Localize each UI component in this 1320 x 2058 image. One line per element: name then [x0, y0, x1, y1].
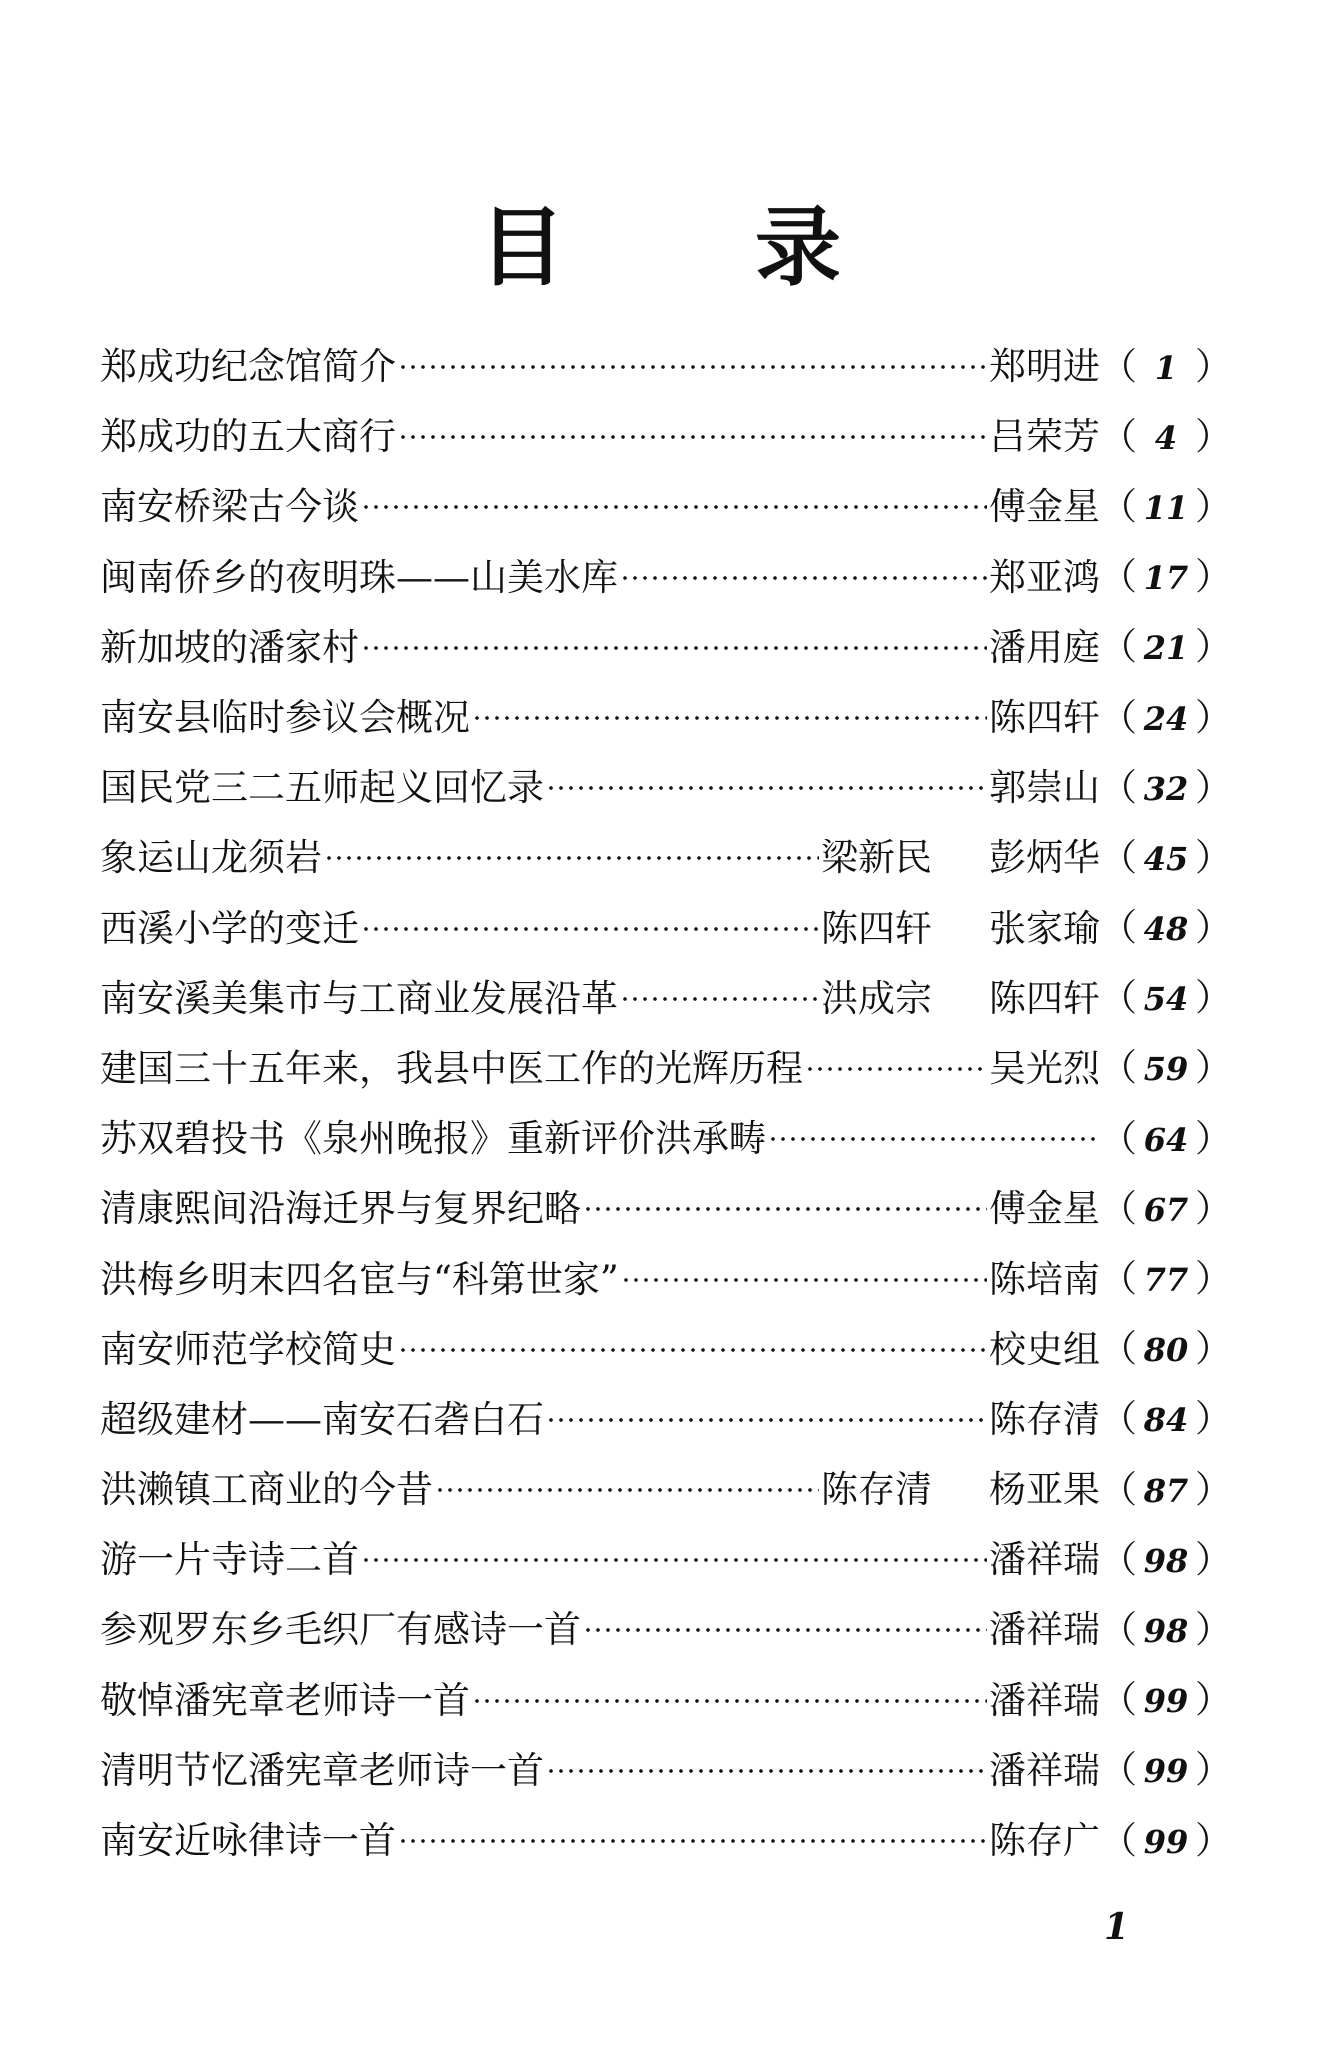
- paren-close: ）: [1195, 765, 1232, 809]
- entry-page-ref: [1100, 472, 1232, 543]
- entry-page-ref: [1100, 402, 1232, 473]
- entry-page-ref: [1100, 332, 1232, 403]
- toc-entry: [100, 1385, 1232, 1455]
- entry-author: 吴光烈: [989, 1046, 1100, 1090]
- paren-open: （: [1100, 1397, 1137, 1441]
- entry-page-number: 24: [1143, 699, 1189, 738]
- toc-entry: [100, 1525, 1232, 1595]
- toc-entry: [100, 894, 1232, 964]
- paren-open: （: [1100, 695, 1137, 739]
- entry-author: 陈培南: [989, 1257, 1100, 1301]
- entry-authors: [989, 543, 1100, 613]
- entry-author: 梁新民: [821, 836, 932, 880]
- entry-page-number: 4: [1154, 418, 1178, 457]
- paren-open: （: [1100, 1818, 1137, 1862]
- toc-entry: [100, 753, 1232, 823]
- entry-authors: [989, 402, 1100, 472]
- dot-leader: [361, 504, 987, 510]
- entry-page-ref: [1100, 1735, 1232, 1806]
- entry-authors: [989, 1174, 1100, 1244]
- dot-leader: [768, 1136, 1098, 1142]
- entry-author: 潘祥瑞: [989, 1748, 1100, 1792]
- entry-authors: [989, 1245, 1100, 1315]
- entry-page-number: 98: [1143, 1541, 1189, 1580]
- dot-leader: [472, 715, 987, 721]
- toc-entry: [100, 1104, 1232, 1174]
- entry-authors: [989, 1666, 1100, 1736]
- toc-entry: [100, 1806, 1232, 1876]
- dot-leader: [546, 785, 987, 791]
- paren-open: （: [1100, 484, 1137, 528]
- paren-open: （: [1100, 1327, 1137, 1371]
- entry-author: 张家瑜: [989, 906, 1100, 950]
- paren-close: ）: [1195, 1186, 1232, 1230]
- paren-open: （: [1100, 1116, 1137, 1160]
- dot-leader: [398, 364, 987, 370]
- entry-author: 傅金星: [989, 1187, 1100, 1231]
- dot-leader: [805, 1066, 987, 1072]
- entry-page-number: 77: [1143, 1261, 1189, 1300]
- toc-entry: [100, 1174, 1232, 1244]
- entry-title: 闽南侨乡的夜明珠——山美水库: [100, 555, 618, 599]
- toc-entry: [100, 1736, 1232, 1806]
- entry-page-number: 17: [1143, 559, 1189, 598]
- dot-leader: [621, 1277, 987, 1283]
- entry-authors: [821, 964, 1100, 1034]
- entry-author: 陈四轩: [989, 696, 1100, 740]
- entry-author: 洪成宗: [821, 976, 932, 1020]
- paren-open: （: [1100, 1748, 1137, 1792]
- entry-authors: [821, 894, 1100, 964]
- dot-leader: [546, 1768, 987, 1774]
- entry-page-number: 99: [1143, 1752, 1189, 1791]
- entry-authors: [989, 1525, 1100, 1595]
- paren-close: ）: [1195, 695, 1232, 739]
- entry-title: 郑成功纪念馆简介: [100, 345, 396, 389]
- dot-leader: [398, 434, 987, 440]
- entry-author: 潘祥瑞: [989, 1538, 1100, 1582]
- entry-title: 南安溪美集市与工商业发展沿革: [100, 976, 618, 1020]
- toc-entry: [100, 1455, 1232, 1525]
- title-char-2: 录: [755, 198, 841, 298]
- paren-close: ）: [1195, 1327, 1232, 1371]
- entry-title: 南安师范学校简史: [100, 1327, 396, 1371]
- dot-leader: [324, 855, 819, 861]
- entry-author: 郭崇山: [989, 766, 1100, 810]
- entry-title: 清明节忆潘宪章老师诗一首: [100, 1748, 544, 1792]
- entry-page-number: 80: [1143, 1331, 1189, 1370]
- entry-author: 郑明进: [989, 345, 1100, 389]
- entry-authors: [989, 683, 1100, 753]
- entry-page-ref: [1100, 1806, 1232, 1877]
- entry-title: 清康熙间沿海迁界与复界纪略: [100, 1187, 581, 1231]
- entry-page-number: 99: [1143, 1682, 1189, 1721]
- entry-title: 洪濑镇工商业的今昔: [100, 1468, 433, 1512]
- entry-authors: [989, 753, 1100, 823]
- entry-page-number: 1: [1154, 348, 1178, 387]
- entry-title: 国民党三二五师起义回忆录: [100, 766, 544, 810]
- toc-entry: [100, 1244, 1232, 1314]
- toc-entry: [100, 683, 1232, 753]
- paren-close: ）: [1195, 1397, 1232, 1441]
- page-title: [0, 178, 1320, 302]
- dot-leader: [435, 1487, 819, 1493]
- entry-page-ref: [1100, 823, 1232, 894]
- entry-author: 校史组: [989, 1327, 1100, 1371]
- entry-authors: [989, 1595, 1100, 1665]
- entry-authors: [989, 1034, 1100, 1104]
- entry-author: 潘用庭: [989, 625, 1100, 669]
- paren-close: ）: [1195, 484, 1232, 528]
- toc-entry: [100, 964, 1232, 1034]
- paren-close: ）: [1195, 976, 1232, 1020]
- entry-title: 超级建材——南安石砻白石: [100, 1397, 544, 1441]
- dot-leader: [546, 1417, 987, 1423]
- toc-entry: [100, 1666, 1232, 1736]
- entry-author: 陈存广: [989, 1819, 1100, 1863]
- entry-page-number: 54: [1143, 980, 1189, 1019]
- entry-page-ref: [1100, 1033, 1232, 1104]
- entry-authors: [989, 1315, 1100, 1385]
- paren-open: （: [1100, 1678, 1137, 1722]
- paren-open: （: [1100, 976, 1137, 1020]
- entry-page-ref: [1100, 963, 1232, 1034]
- paren-open: （: [1100, 1257, 1137, 1301]
- entry-page-ref: [1100, 1595, 1232, 1666]
- paren-close: ）: [1195, 1607, 1232, 1651]
- entry-page-number: 45: [1143, 839, 1189, 878]
- entry-title: 南安县临时参议会概况: [100, 696, 470, 740]
- entry-title: 建国三十五年来，我县中医工作的光辉历程: [100, 1046, 803, 1090]
- entry-author: 陈四轩: [821, 906, 932, 950]
- dot-leader: [583, 1206, 987, 1212]
- paren-close: ）: [1195, 1678, 1232, 1722]
- entry-page-ref: [1100, 1525, 1232, 1596]
- entry-page-number: 98: [1143, 1611, 1189, 1650]
- table-of-contents: [100, 332, 1232, 1876]
- paren-open: （: [1100, 1046, 1137, 1090]
- paren-close: ）: [1195, 1116, 1232, 1160]
- paren-open: （: [1100, 1537, 1137, 1581]
- entry-page-ref: [1100, 683, 1232, 754]
- entry-title: 郑成功的五大商行: [100, 415, 396, 459]
- entry-authors: [989, 1385, 1100, 1455]
- entry-author: 杨亚果: [989, 1468, 1100, 1512]
- page-number: 1: [1104, 1906, 1130, 1948]
- paren-close: ）: [1195, 344, 1232, 388]
- entry-page-number: 99: [1143, 1822, 1189, 1861]
- paren-open: （: [1100, 765, 1137, 809]
- entry-authors: [821, 823, 1100, 893]
- toc-entry: [100, 402, 1232, 472]
- dot-leader: [361, 1557, 987, 1563]
- entry-title: 游一片寺诗二首: [100, 1538, 359, 1582]
- entry-page-ref: [1100, 893, 1232, 964]
- entry-page-ref: [1100, 1384, 1232, 1455]
- entry-page-number: 64: [1143, 1120, 1189, 1159]
- entry-author: 郑亚鸿: [989, 555, 1100, 599]
- entry-title: 洪梅乡明末四名宦与“科第世家”: [100, 1257, 619, 1301]
- paren-open: （: [1100, 625, 1137, 669]
- entry-page-number: 32: [1143, 769, 1189, 808]
- entry-page-ref: [1100, 753, 1232, 824]
- entry-title: 西溪小学的变迁: [100, 906, 359, 950]
- paren-open: （: [1100, 906, 1137, 950]
- entry-title: 参观罗东乡毛织厂有感诗一首: [100, 1608, 581, 1652]
- entry-author: 陈存清: [821, 1468, 932, 1512]
- paren-open: （: [1100, 344, 1137, 388]
- paren-open: （: [1100, 555, 1137, 599]
- dot-leader: [361, 645, 987, 651]
- entry-page-ref: [1100, 1314, 1232, 1385]
- toc-entry: [100, 472, 1232, 542]
- paren-close: ）: [1195, 1046, 1232, 1090]
- entry-author: 傅金星: [989, 485, 1100, 529]
- entry-page-ref: [1100, 1104, 1232, 1175]
- paren-close: ）: [1195, 414, 1232, 458]
- paren-open: （: [1100, 1467, 1137, 1511]
- entry-title: 敬悼潘宪章老师诗一首: [100, 1678, 470, 1722]
- entry-page-number: 84: [1143, 1401, 1189, 1440]
- paren-close: ）: [1195, 625, 1232, 669]
- paren-close: ）: [1195, 1467, 1232, 1511]
- entry-title: 南安近咏律诗一首: [100, 1819, 396, 1863]
- dot-leader: [472, 1698, 987, 1704]
- entry-page-ref: [1100, 542, 1232, 613]
- entry-authors: [821, 1455, 1100, 1525]
- paren-close: ）: [1195, 555, 1232, 599]
- toc-entry: [100, 332, 1232, 402]
- entry-authors: [989, 332, 1100, 402]
- entry-page-ref: [1100, 1244, 1232, 1315]
- toc-entry: [100, 1034, 1232, 1104]
- entry-title: 象运山龙须岩: [100, 836, 322, 880]
- paren-open: （: [1100, 1186, 1137, 1230]
- entry-title: 苏双碧投书《泉州晚报》重新评价洪承畴: [100, 1117, 766, 1161]
- toc-entry: [100, 1315, 1232, 1385]
- entry-author: 陈四轩: [989, 976, 1100, 1020]
- paren-close: ）: [1195, 1257, 1232, 1301]
- dot-leader: [620, 996, 819, 1002]
- entry-page-ref: [1100, 1174, 1232, 1245]
- dot-leader: [361, 926, 819, 932]
- paren-close: ）: [1195, 906, 1232, 950]
- entry-page-number: 87: [1143, 1471, 1189, 1510]
- entry-page-ref: [1100, 1455, 1232, 1526]
- entry-page-number: 21: [1143, 629, 1189, 668]
- title-char-1: 目: [479, 198, 565, 298]
- paren-close: ）: [1195, 1748, 1232, 1792]
- paren-open: （: [1100, 835, 1137, 879]
- entry-authors: [989, 472, 1100, 542]
- entry-author: 彭炳华: [989, 836, 1100, 880]
- entry-page-number: 11: [1143, 488, 1189, 527]
- entry-page-number: 48: [1143, 910, 1189, 949]
- entry-page-ref: [1100, 1665, 1232, 1736]
- dot-leader: [620, 575, 987, 581]
- dot-leader: [583, 1627, 987, 1633]
- entry-author: 陈存清: [989, 1397, 1100, 1441]
- entry-author: 吕荣芳: [989, 415, 1100, 459]
- entry-page-number: 59: [1143, 1050, 1189, 1089]
- dot-leader: [398, 1838, 987, 1844]
- entry-title: 南安桥梁古今谈: [100, 485, 359, 529]
- dot-leader: [398, 1347, 987, 1353]
- toc-entry: [100, 1595, 1232, 1665]
- entry-author: 潘祥瑞: [989, 1608, 1100, 1652]
- entry-page-ref: [1100, 612, 1232, 683]
- paren-close: ）: [1195, 1537, 1232, 1581]
- entry-authors: [989, 1736, 1100, 1806]
- toc-entry: [100, 613, 1232, 683]
- entry-page-number: 67: [1143, 1190, 1189, 1229]
- entry-author: 潘祥瑞: [989, 1678, 1100, 1722]
- entry-authors: [989, 1806, 1100, 1876]
- paren-close: ）: [1195, 835, 1232, 879]
- entry-title: 新加坡的潘家村: [100, 625, 359, 669]
- paren-close: ）: [1195, 1818, 1232, 1862]
- toc-entry: [100, 823, 1232, 893]
- paren-open: （: [1100, 1607, 1137, 1651]
- entry-authors: [989, 613, 1100, 683]
- paren-open: （: [1100, 414, 1137, 458]
- toc-entry: [100, 543, 1232, 613]
